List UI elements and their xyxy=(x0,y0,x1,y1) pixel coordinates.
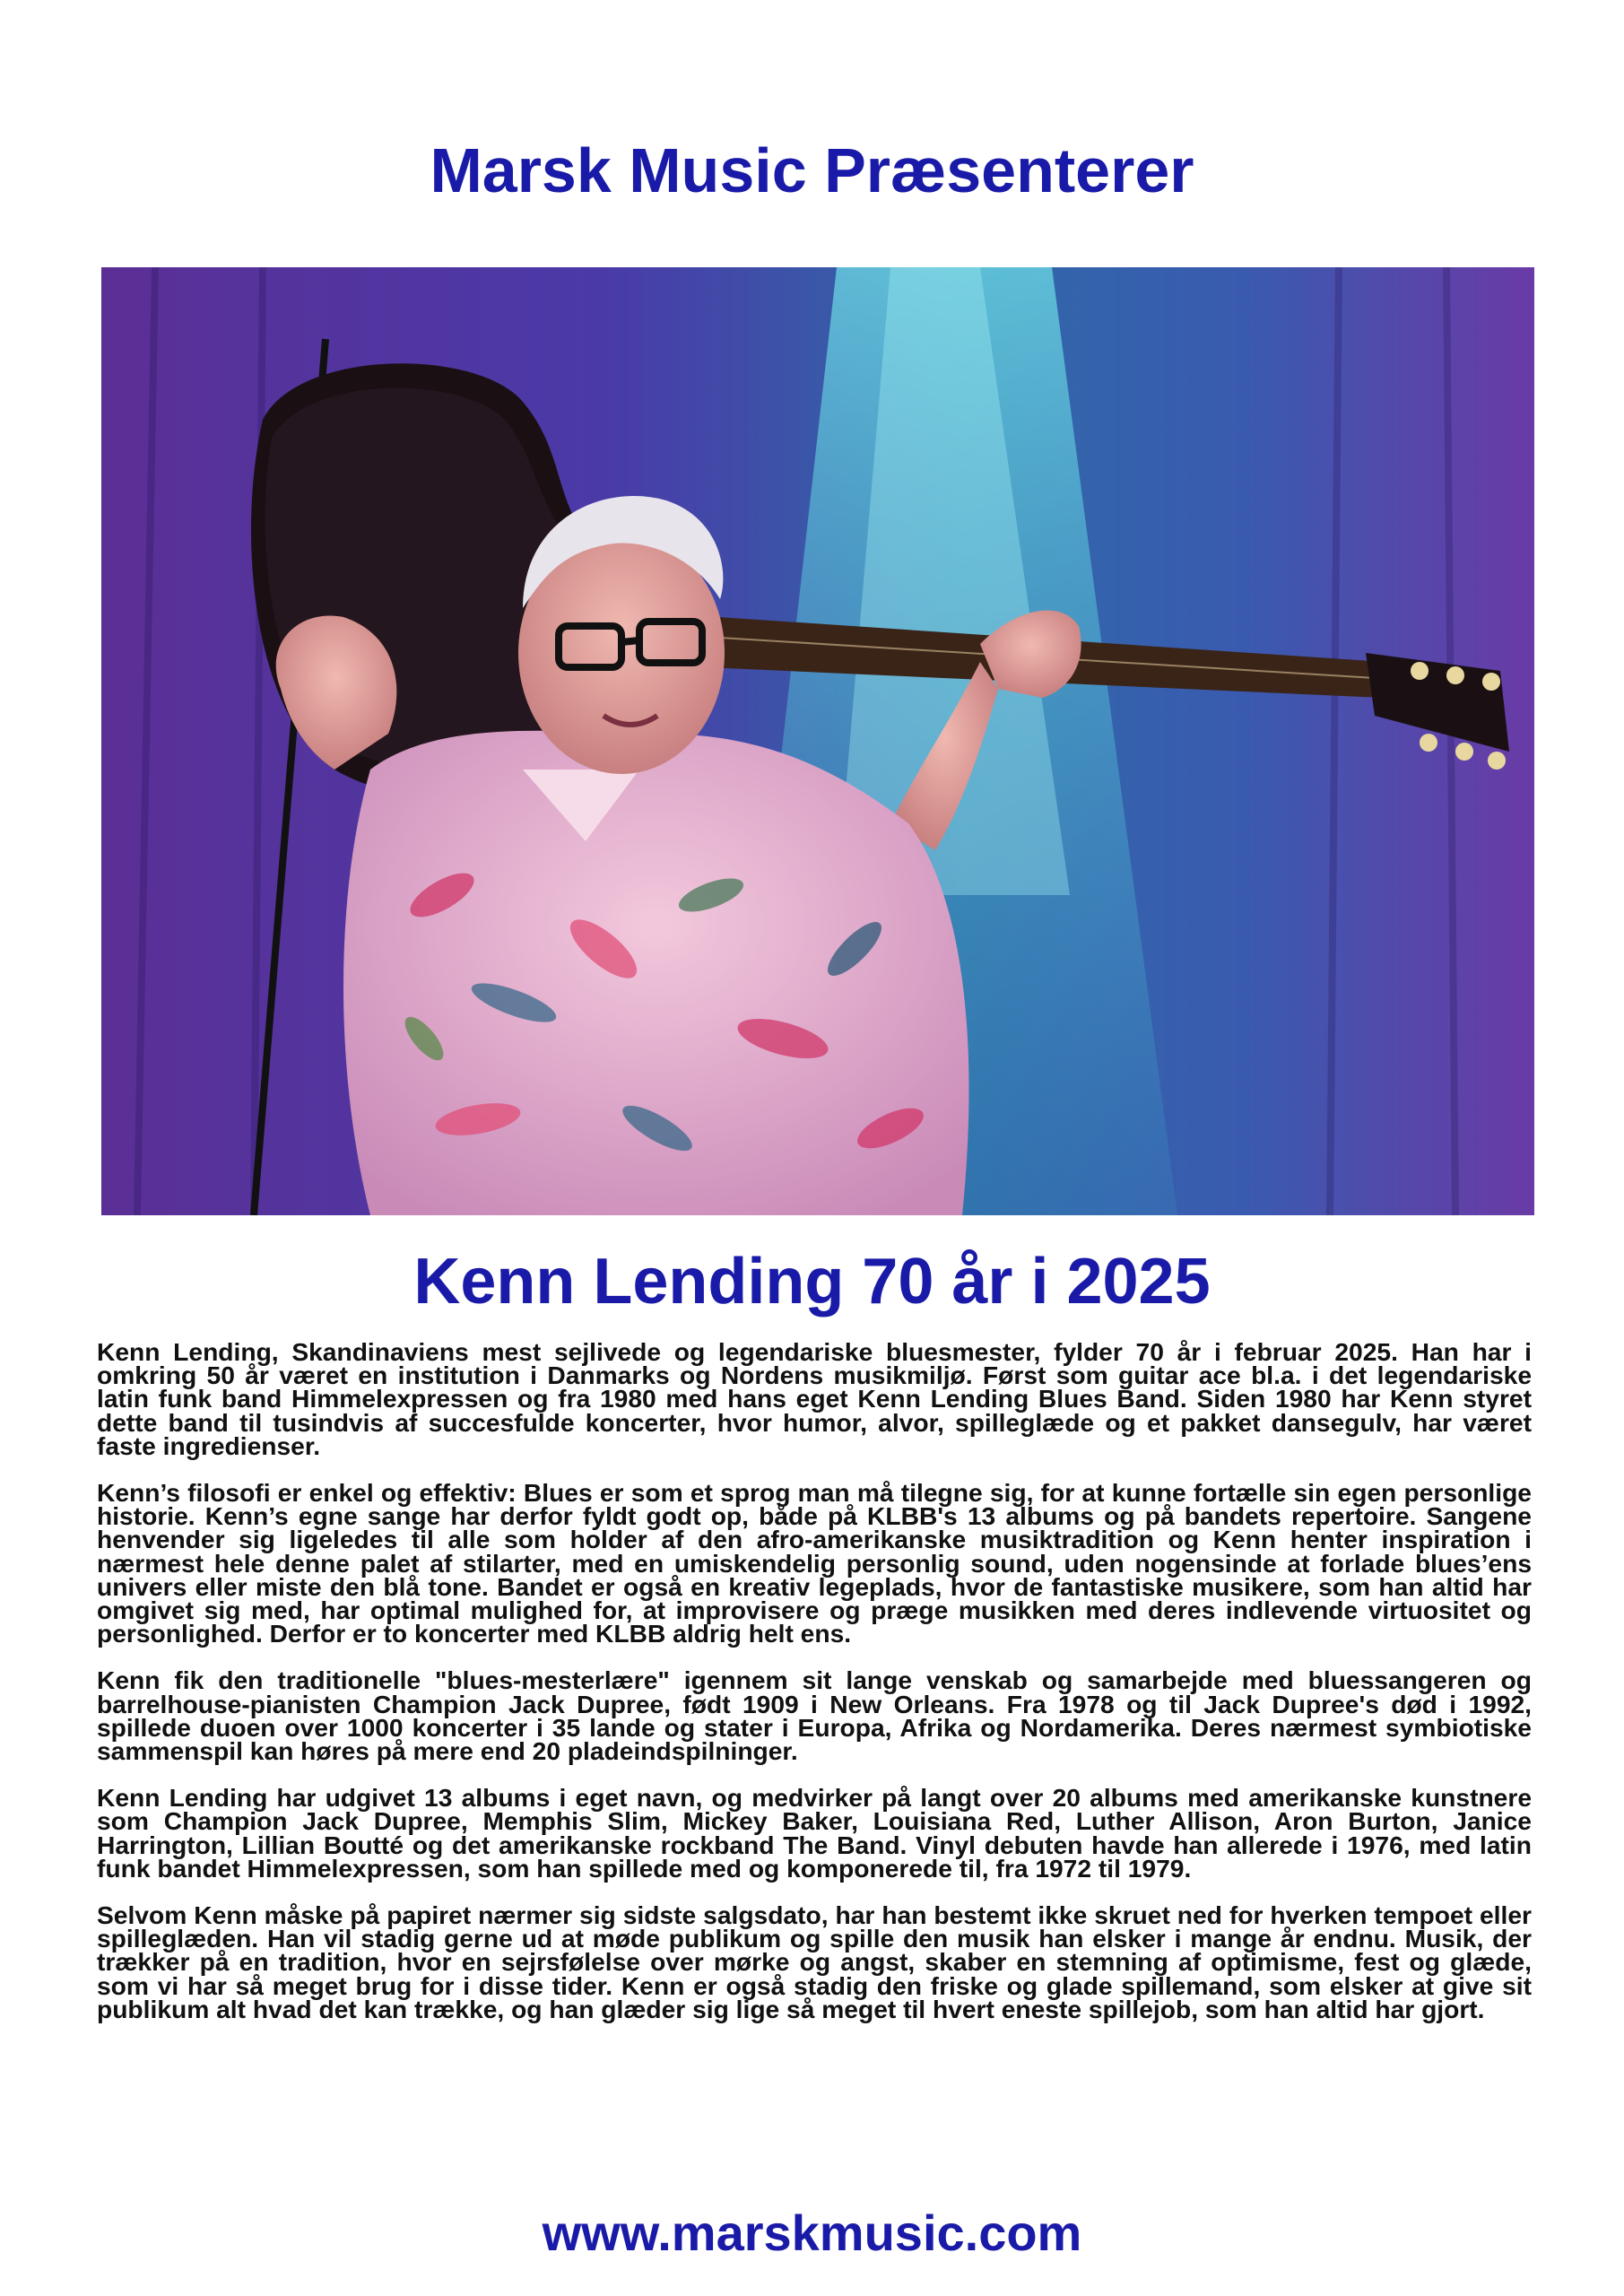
header-title: Marsk Music Præsenterer xyxy=(430,135,1194,205)
website-link[interactable]: www.marskmusic.com xyxy=(542,2205,1082,2261)
paragraph: Selvom Kenn måske på papiret nærmer sig sidste salgsdato, har han bestemt ikke skruet ned for hverken tempoet eller spilleglæden. Han vil stadig gerne ud at møde publikum og spille den musik han elsker i mange år endnu. Musik, der trækker på en tradition, hvor en sejrsfølelse over mørke og angst, skaber en stemning af optimisme, fest og glæde, som vi har så meget brug for i disse tider. Kenn er også stadig den friske og glade spillemand, som elsker at give sit publikum alt hvad det kan trække, og han glæder sig lige så meget til hvert eneste spillejob, som han altid har gjort. xyxy=(97,1900,1532,2023)
paragraph: Kenn’s filosofi er enkel og effektiv: Blues er som et sprog man må tilegne sig, for at kunne fortælle sin egen personlige historie. Kenn’s egne sange har derfor fyldt godt op, både på KLBB's 13 albums og på bandets repertoire. Sangene henvender sig ligeledes til alle som holder af den afro-amerikanske musiktradition og Kenn henter inspiration i nærmest hele denne palet af stilarter, med en umiskendelig personlig sound, uden nogensinde at forlade blues’ens univers eller miste den blå tone. Bandet er også en kreativ legeplads, hvor de fantastiske musikere, som han altid har omgivet sig med, har optimal mulighed for, at improvisere og præge musikken med deres indlevende virtuositet og personlighed. Derfor er to koncerter med KLBB aldrig helt ens. xyxy=(97,1478,1532,1648)
paragraph: Kenn Lending har udgivet 13 albums i eget navn, og medvirker på langt over 20 albums med amerikanske kunstnere som Champion Jack Dupree, Memphis Slim, Mickey Baker, Louisiana Red, Luther Allison, Aron Burton, Janice Harrington, Lillian Boutté og det amerikanske rockband The Band. Vinyl debuten havde han allerede i 1976, med latin funk bandet Himmelexpressen, som han spillede med og komponerede til, fra 1972 til 1979. xyxy=(97,1783,1532,1883)
article-body xyxy=(97,1337,1532,2044)
main-title: Kenn Lending 70 år i 2025 xyxy=(413,1246,1211,1318)
concert-photo xyxy=(101,267,1534,1215)
paragraph: Kenn fik den traditionelle "blues-mesterlære" igennem sit lange venskab og samarbejde med bluessangeren og barrelhouse-pianisten Champion Jack Dupree, født 1909 i New Orleans. Fra 1978 og til Jack Dupree's død i 1992, spillede duoen over 1000 koncerter i 35 lande og stater i Europa, Afrika og Nordamerika. Deres nærmest symbiotiske sammenspil kan høres på mere end 20 pladeindspilninger. xyxy=(97,1665,1532,1766)
paragraph: Kenn Lending, Skandinaviens mest sejlivede og legendariske bluesmester, fylder 70 år i februar 2025. Han har i omkring 50 år været en institution i Danmarks og Nordens musikmiljø. Først som guitar ace bl.a. i det legendariske latin funk band Himmelexpressen og fra 1980 med hans eget Kenn Lending Blues Band. Siden 1980 har Kenn styret dette band til tusindvis af succesfulde koncerter, hvor humor, alvor, spilleglæde og et pakket dansegulv, har været faste ingredienser. xyxy=(97,1337,1532,1460)
